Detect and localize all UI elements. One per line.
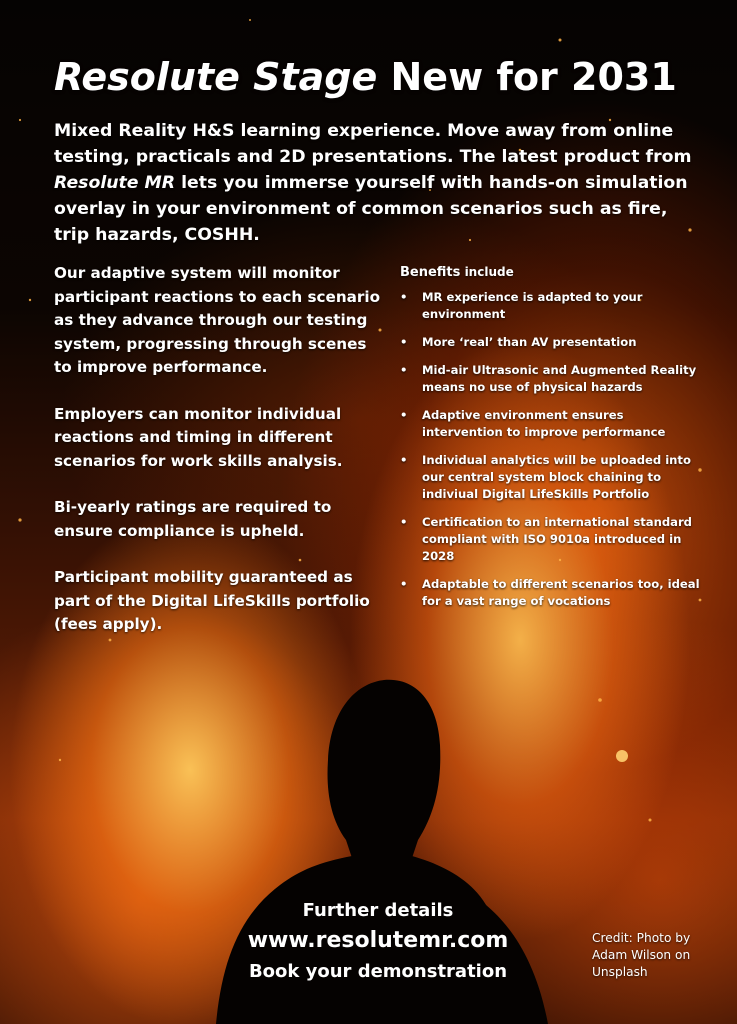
further-details-label: Further details — [302, 900, 454, 921]
benefit-item — [400, 334, 700, 351]
paragraph-mobility: Participant mobility guaranteed as part of the Digital LifeSkills portfolio (fees apply). — [54, 568, 370, 633]
benefit-text: Individual analytics will be uploaded into our central system block chaining to indiviual Digital LifeSkills Portfolio — [422, 453, 691, 501]
benefits-panel — [400, 262, 700, 621]
benefits-heading-suffix: include — [460, 265, 514, 279]
bullet-icon: • — [400, 453, 408, 467]
bullet-icon: • — [400, 408, 408, 422]
footer-contact — [228, 898, 528, 986]
intro-text-1: Mixed Reality H&S learning experience. Move away from online testing, practicals and 2D presentations. The latest product from — [54, 121, 692, 167]
benefits-heading — [400, 262, 700, 283]
paragraph-employers: Employers can monitor individual reactions and timing in different scenarios for work skills analysis. — [54, 404, 343, 470]
bullet-icon: • — [400, 577, 408, 591]
headline — [54, 50, 677, 104]
website-link[interactable]: www.resolutemr.com — [247, 928, 509, 953]
bullet-icon: • — [400, 515, 408, 529]
credit-line-3: Unsplash — [592, 965, 648, 979]
left-column — [54, 262, 384, 660]
credit-line-1: Credit: Photo by — [592, 931, 691, 945]
benefit-text: Certification to an international standard compliant with ISO 9010a introduced in 2028 — [422, 515, 692, 563]
photo-credit — [592, 930, 722, 981]
credit-line-2: Adam Wilson on — [592, 948, 691, 962]
benefit-item — [400, 452, 700, 503]
bullet-icon: • — [400, 290, 408, 304]
benefit-item — [400, 407, 700, 441]
bullet-icon: • — [400, 335, 408, 349]
benefit-item — [400, 514, 700, 565]
benefit-item — [400, 289, 700, 323]
intro-text-2: lets you immerse yourself with hands-on simulation overlay in your environment of common scenarios such as fire, trip hazards, COSHH. — [54, 173, 688, 245]
benefit-text: Adaptive environment ensures intervention to improve performance — [422, 408, 666, 439]
paragraph-adaptive-system: Our adaptive system will monitor participant reactions to each scenario as they advance through our testing system, progressing through scenes to improve performance. — [54, 264, 381, 376]
benefits-heading-main: Benefits — [400, 265, 461, 280]
benefit-text: Adaptable to different scenarios too, ideal for a vast range of vocations — [422, 577, 700, 608]
intro-brand: Resolute MR — [54, 173, 176, 193]
benefits-list — [400, 289, 700, 610]
benefit-item — [400, 576, 700, 610]
headline-rest: New for 2031 — [390, 55, 677, 99]
paragraph-ratings: Bi-yearly ratings are required to ensure compliance is upheld. — [54, 498, 332, 540]
benefit-text: More ‘real’ than AV presentation — [422, 335, 637, 349]
headline-brand: Resolute Stage — [54, 55, 378, 99]
intro-paragraph — [54, 118, 694, 248]
benefit-text: MR experience is adapted to your environment — [422, 290, 643, 321]
benefit-text: Mid-air Ultrasonic and Augmented Reality means no use of physical hazards — [422, 363, 697, 394]
benefit-item — [400, 362, 700, 396]
book-demo-cta: Book your demonstration — [248, 961, 508, 982]
bullet-icon: • — [400, 363, 408, 377]
